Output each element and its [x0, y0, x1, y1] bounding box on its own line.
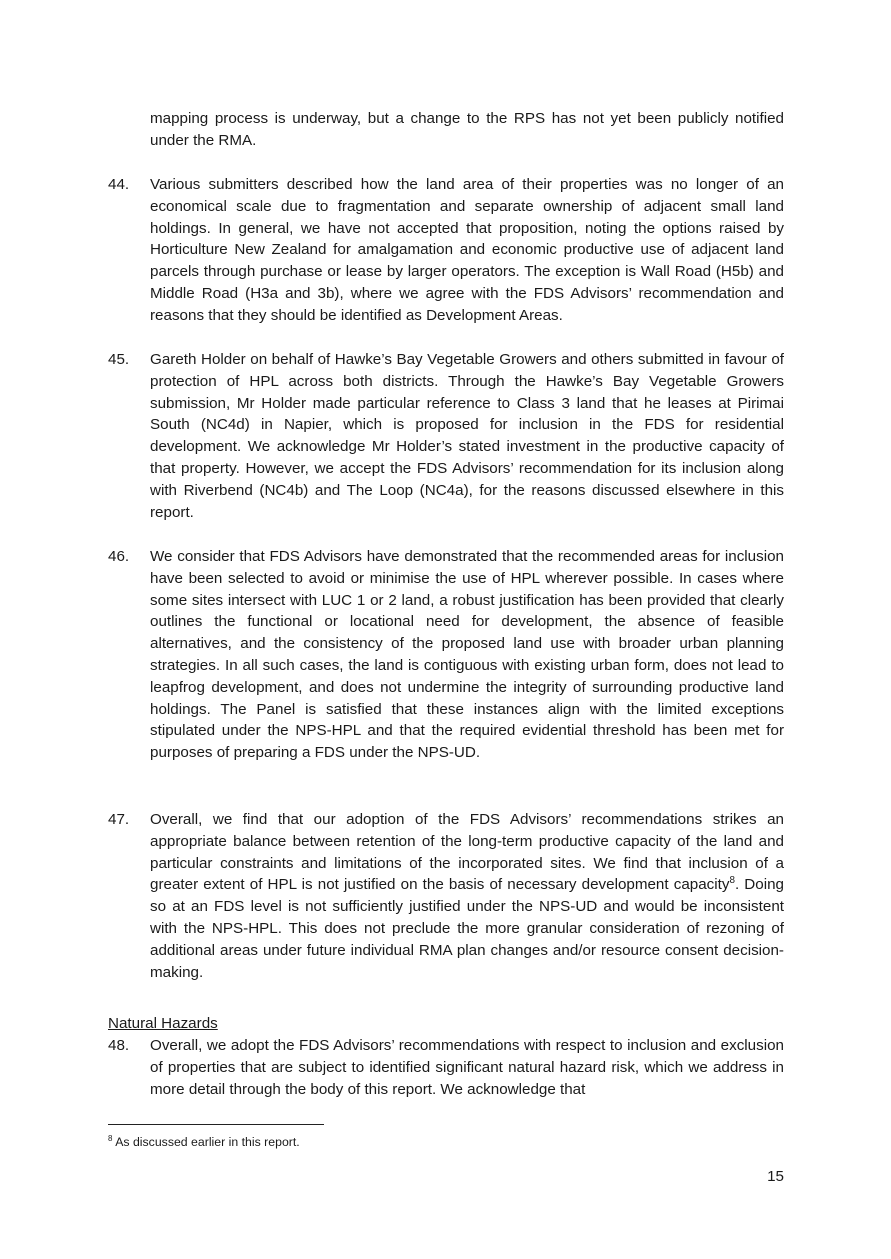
paragraph-number: 46.	[108, 548, 130, 565]
paragraph-46	[108, 546, 784, 764]
paragraph-text-part: Overall, we find that our adoption of the FDS Advisors’ recommendations strikes an appropriate balance between retention of the long-term productive capacity of the land and particular constraints and limitations of the incorporated sites. We find that inclusion of a greater extent of HPL is not justified on the basis of necessary development capacity	[150, 811, 784, 894]
footnote	[108, 1134, 300, 1150]
paragraph-number: 47.	[108, 811, 130, 828]
footnote-reference[interactable]: 8	[729, 875, 735, 887]
paragraph-text: Overall, we adopt the FDS Advisors’ recommendations with respect to inclusion and exclusion of properties that are subject to identified significant natural hazard risk, which we address in more detail through the body of this report. We acknowledge that	[150, 1037, 784, 1098]
paragraph-text: Gareth Holder on behalf of Hawke’s Bay Vegetable Growers and others submitted in favour of protection of HPL across both districts. Through the Hawke’s Bay Vegetable Growers submission, Mr Holder made particular reference to Class 3 land that he leases at Pirimai South (NC4d) in Napier, which is proposed for inclusion in the FDS for residential development. We acknowledge Mr Holder’s stated investment in the productive capacity of that property. However, we accept the FDS Advisors’ recommendation for its inclusion along with Riverbend (NC4b) and The Loop (NC4a), for the reasons discussed elsewhere in this report.	[150, 351, 784, 521]
footnote-text: As discussed earlier in this report.	[112, 1135, 300, 1149]
paragraph-number: 44.	[108, 176, 130, 193]
paragraph-47	[108, 809, 784, 983]
continuation-paragraph: mapping process is underway, but a change to the RPS has not yet been publicly notified under the RMA.	[150, 110, 784, 149]
footnote-divider	[108, 1124, 324, 1125]
paragraph-text: We consider that FDS Advisors have demonstrated that the recommended areas for inclusion have been selected to avoid or minimise the use of HPL wherever possible. In cases where some sites intersect with LUC 1 or 2 land, a robust justification has been provided that clearly outlines the functional or locational need for development, the absence of feasible alternatives, and the consistency of the proposed land use with broader urban planning strategies. In all such cases, the land is contiguous with existing urban form, does not lead to leapfrog development, and does not undermine the integrity of surrounding productive land holdings. The Panel is satisfied that these instances align with the limited exceptions stipulated under the NPS-HPL and that the required evidential threshold has been met for purposes of preparing a FDS under the NPS-UD.	[150, 548, 784, 762]
paragraph-48	[108, 1035, 784, 1100]
paragraph-number: 45.	[108, 351, 130, 368]
paragraph-45	[108, 349, 784, 523]
page-number: 15	[767, 1168, 784, 1185]
footnote-marker: 8	[108, 1133, 113, 1143]
section-heading: Natural Hazards	[108, 1015, 218, 1032]
paragraph-number: 48.	[108, 1037, 130, 1054]
paragraph-44	[108, 174, 784, 327]
paragraph-text: Various submitters described how the land area of their properties was no longer of an economical scale due to fragmentation and separate ownership of adjacent small land holdings. In general, we have not accepted that proposition, noting the options raised by Horticulture New Zealand for amalgamation and economic productive use of adjacent land parcels through purchase or lease by larger operators. The exception is Wall Road (H5b) and Middle Road (H3a and 3b), where we agree with the FDS Advisors’ recommendation and reasons that they should be identified as Development Areas.	[150, 176, 784, 324]
paragraph-text-part: . Doing so at an FDS level is not sufficiently justified under the NPS-UD and would be inconsistent with the NPS-HPL. This does not preclude the more granular consideration of rezoning of additional areas under future individual RMA plan changes and/or resource consent decision-making.	[150, 876, 784, 981]
paragraph-text	[150, 809, 784, 983]
